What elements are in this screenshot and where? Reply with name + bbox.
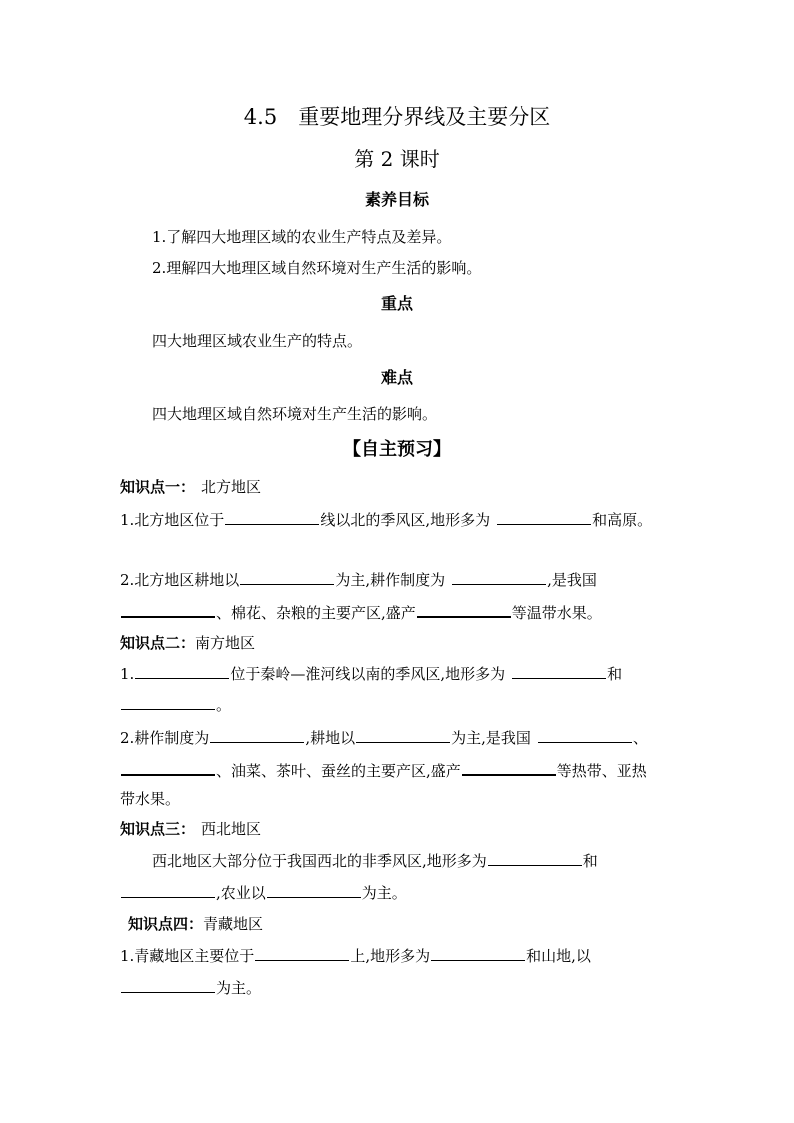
lesson-subtitle: 第 2 课时	[354, 147, 440, 171]
k2-q2-text-f: 等热带、亚热	[556, 762, 647, 780]
k3-q1-text-b: 和	[582, 852, 598, 870]
k2-q2-text-d: 、	[632, 729, 648, 747]
k1-q2-text-c: ,是我国	[547, 571, 597, 589]
blank-line[interactable]	[488, 850, 582, 866]
blank-line[interactable]	[225, 509, 319, 525]
k2-q2-text-e: 、油菜、茶叶、蚕丝的主要产区,盛产	[216, 762, 461, 780]
objective-item-2: 2.理解四大地理区域自然环境对生产生活的影响。	[152, 259, 482, 277]
k1-q2-text-e: 等温带水果。	[511, 604, 602, 622]
blank-line[interactable]	[462, 759, 556, 776]
k1-q1-text-b: 线以北的季风区,地形多为	[320, 511, 491, 529]
k1-question-2	[120, 569, 597, 590]
blank-line[interactable]	[121, 977, 215, 993]
k2-q2-text-c: 为主,是我国	[451, 729, 531, 747]
k4-q1-text-a: 1.青藏地区主要位于	[120, 947, 255, 965]
k2-q1-text-a: 1.	[120, 665, 135, 683]
blank-line[interactable]	[121, 882, 215, 898]
blank-line[interactable]	[538, 727, 632, 743]
blank-line[interactable]	[417, 601, 511, 618]
blank-line[interactable]	[210, 727, 304, 743]
blank-line[interactable]	[121, 694, 215, 710]
k2-q1-text-c: 和	[607, 665, 623, 683]
k4-question-1-cont	[120, 977, 261, 998]
k4-question-1	[120, 945, 591, 966]
k3-topic: 西北地区	[201, 820, 262, 838]
blank-line[interactable]	[240, 569, 334, 585]
objectives-heading: 素养目标	[364, 190, 429, 209]
blank-line[interactable]	[135, 663, 229, 679]
blank-line[interactable]	[431, 945, 525, 961]
k4-topic: 青藏地区	[203, 915, 264, 933]
difficult-point-text: 四大地理区域自然环境对生产生活的影响。	[152, 405, 438, 423]
key-point-text: 四大地理区域农业生产的特点。	[152, 332, 363, 350]
objective-item-1: 1.了解四大地理区域的农业生产特点及差异。	[152, 228, 452, 246]
k2-q2-text-a: 2.耕作制度为	[120, 729, 210, 747]
k1-heading: 知识点一：	[120, 478, 196, 496]
blank-line[interactable]	[121, 759, 215, 776]
blank-line[interactable]	[512, 663, 606, 679]
k3-q1-text-c: ,农业以	[216, 884, 266, 902]
k2-q2-text-b: ,耕地以	[305, 729, 356, 747]
k4-q1-text-b: 上,地形多为	[350, 947, 431, 965]
k2-question-2	[120, 727, 648, 748]
blank-line[interactable]	[452, 569, 546, 585]
k4-q1-text-c: 和山地,以	[526, 947, 591, 965]
k2-topic: 南方地区	[195, 634, 256, 652]
k3-header	[120, 819, 261, 839]
k3-heading: 知识点三：	[120, 820, 196, 838]
blank-line[interactable]	[255, 945, 349, 961]
k4-heading: 知识点四：	[128, 915, 204, 933]
blank-line[interactable]	[356, 727, 450, 743]
k1-q2-text-d: 、棉花、杂粮的主要产区,盛产	[216, 604, 416, 622]
k2-question-1-cont	[120, 694, 231, 715]
k2-heading: 知识点二：	[120, 634, 196, 652]
blank-line[interactable]	[267, 882, 361, 898]
k3-question-1	[152, 850, 598, 871]
k4-q1-text-d: 为主。	[216, 979, 262, 997]
k2-question-2-cont	[120, 759, 647, 781]
k3-question-1-cont	[120, 882, 407, 903]
difficult-point-heading: 难点	[380, 368, 413, 387]
k1-topic: 北方地区	[201, 478, 262, 496]
k1-q1-text-a: 1.北方地区位于	[120, 511, 225, 529]
k3-q1-text-a: 西北地区大部分位于我国西北的非季风区,地形多为	[152, 852, 487, 870]
page-title: 4.5 重要地理分界线及主要分区	[243, 105, 551, 129]
k1-question-2-cont	[120, 601, 602, 623]
k2-question-1	[120, 663, 622, 684]
k2-q1-text-d: 。	[216, 696, 232, 714]
blank-line[interactable]	[121, 601, 215, 618]
k2-header	[120, 633, 255, 653]
k1-q2-text-a: 2.北方地区耕地以	[120, 571, 240, 589]
blank-line[interactable]	[497, 509, 591, 525]
k2-question-2-end: 带水果。	[120, 790, 181, 808]
k1-header	[120, 477, 261, 497]
k1-question-1	[120, 509, 652, 530]
k1-q1-text-c: 和高原。	[592, 511, 653, 529]
k3-q1-text-d: 为主。	[361, 884, 407, 902]
k4-header	[128, 914, 263, 934]
k1-q2-text-b: 为主,耕作制度为	[335, 571, 446, 589]
preview-heading: 【自主预习】	[343, 439, 451, 460]
key-point-heading: 重点	[380, 294, 413, 313]
k2-q1-text-b: 位于秦岭—淮河线以南的季风区,地形多为	[230, 665, 506, 683]
